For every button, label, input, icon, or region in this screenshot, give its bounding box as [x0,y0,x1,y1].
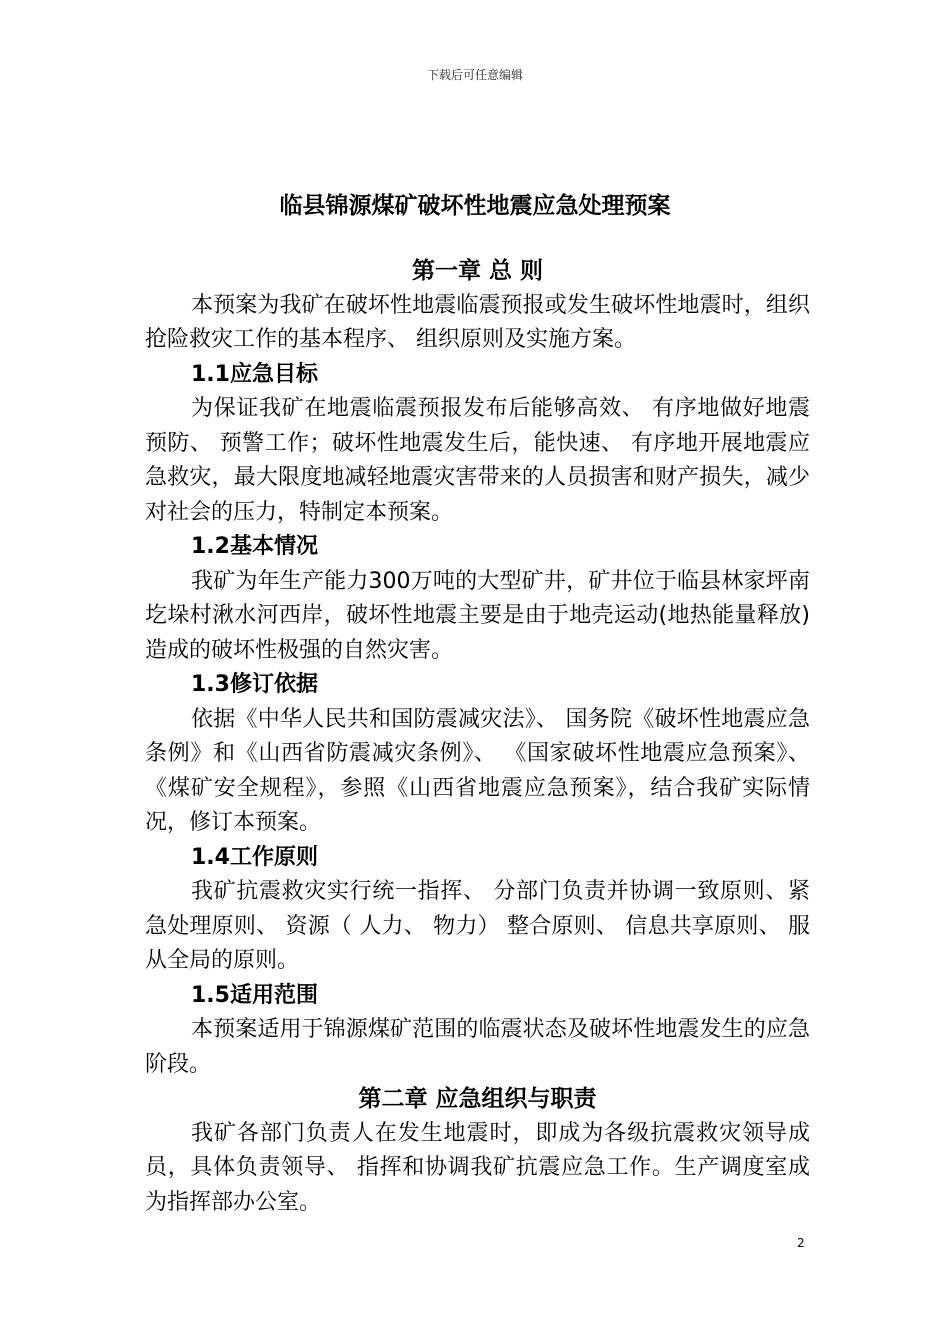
section-1-1-heading: 1.1应急目标 [191,361,318,387]
section-1-3-text: 依据《中华人民共和国防震减灾法》、 国务院《破坏性地震应急条例》和《山西省防震减灾条例》、 《国家破坏性地震应急预案》、 《煤矿安全规程》，参照《山西省地震应急预案》，结合我矿实际情况，修订本预案。 [145,706,810,835]
chapter-2-intro: 我矿各部门负责人在发生地震时，即成为各级抗震救灾领导成员，具体负责领导、 指挥和协调我矿抗震应急工作。生产调度室成为指挥部办公室。 [145,1120,810,1215]
section-1-4-heading: 1.4工作原则 [191,844,318,870]
section-1-2-heading: 1.2基本情况 [191,534,318,559]
section-1-5-heading: 1.5适用范围 [191,982,318,1008]
chapter-1-heading: 第一章 总 则 [411,258,543,284]
section-1-2-text: 我矿为年生产能力300万吨的大型矿井，矿井位于临县林家坪南圪垛村湫水河西岸，破坏性地震主要是由于地壳运动(地热能量释放)造成的破坏性极强的自然灾害。 [145,568,810,663]
chapter-1-intro: 本预案为我矿在破坏性地震临震预报或发生破坏性地震时，组织抢险救灾工作的基本程序、 组织原则及实施方案。 [145,292,810,352]
header-note: 下载后可任意编辑 [426,68,523,82]
document-body [145,254,810,1220]
section-1-3-heading: 1.3修订依据 [191,672,318,697]
document-title: 临县锦源煤矿破坏性地震应急处理预案 [279,193,671,220]
section-1-1-text: 为保证我矿在地震临震预报发布后能够高效、 有序地做好地震预防、 预警工作；破坏性地震发生后，能快速、 有序地开展地震应急救灾，最大限度地减轻地震灾害带来的人员损害和财产损失，减少对社会的压力，特制定本预案。 [145,396,810,525]
page-number: 2 [797,1236,805,1250]
section-1-4-text: 我矿抗震救灾实行统一指挥、 分部门负责并协调一致原则、紧急处理原则、 资源（ 人力、 物力） 整合原则、 信息共享原则、 服从全局的原则。 [145,879,810,973]
chapter-2-heading: 第二章 应急组织与职责 [358,1086,597,1112]
section-1-5-text: 本预案适用于锦源煤矿范围的临震状态及破坏性地震发生的应急阶段。 [145,1017,810,1077]
